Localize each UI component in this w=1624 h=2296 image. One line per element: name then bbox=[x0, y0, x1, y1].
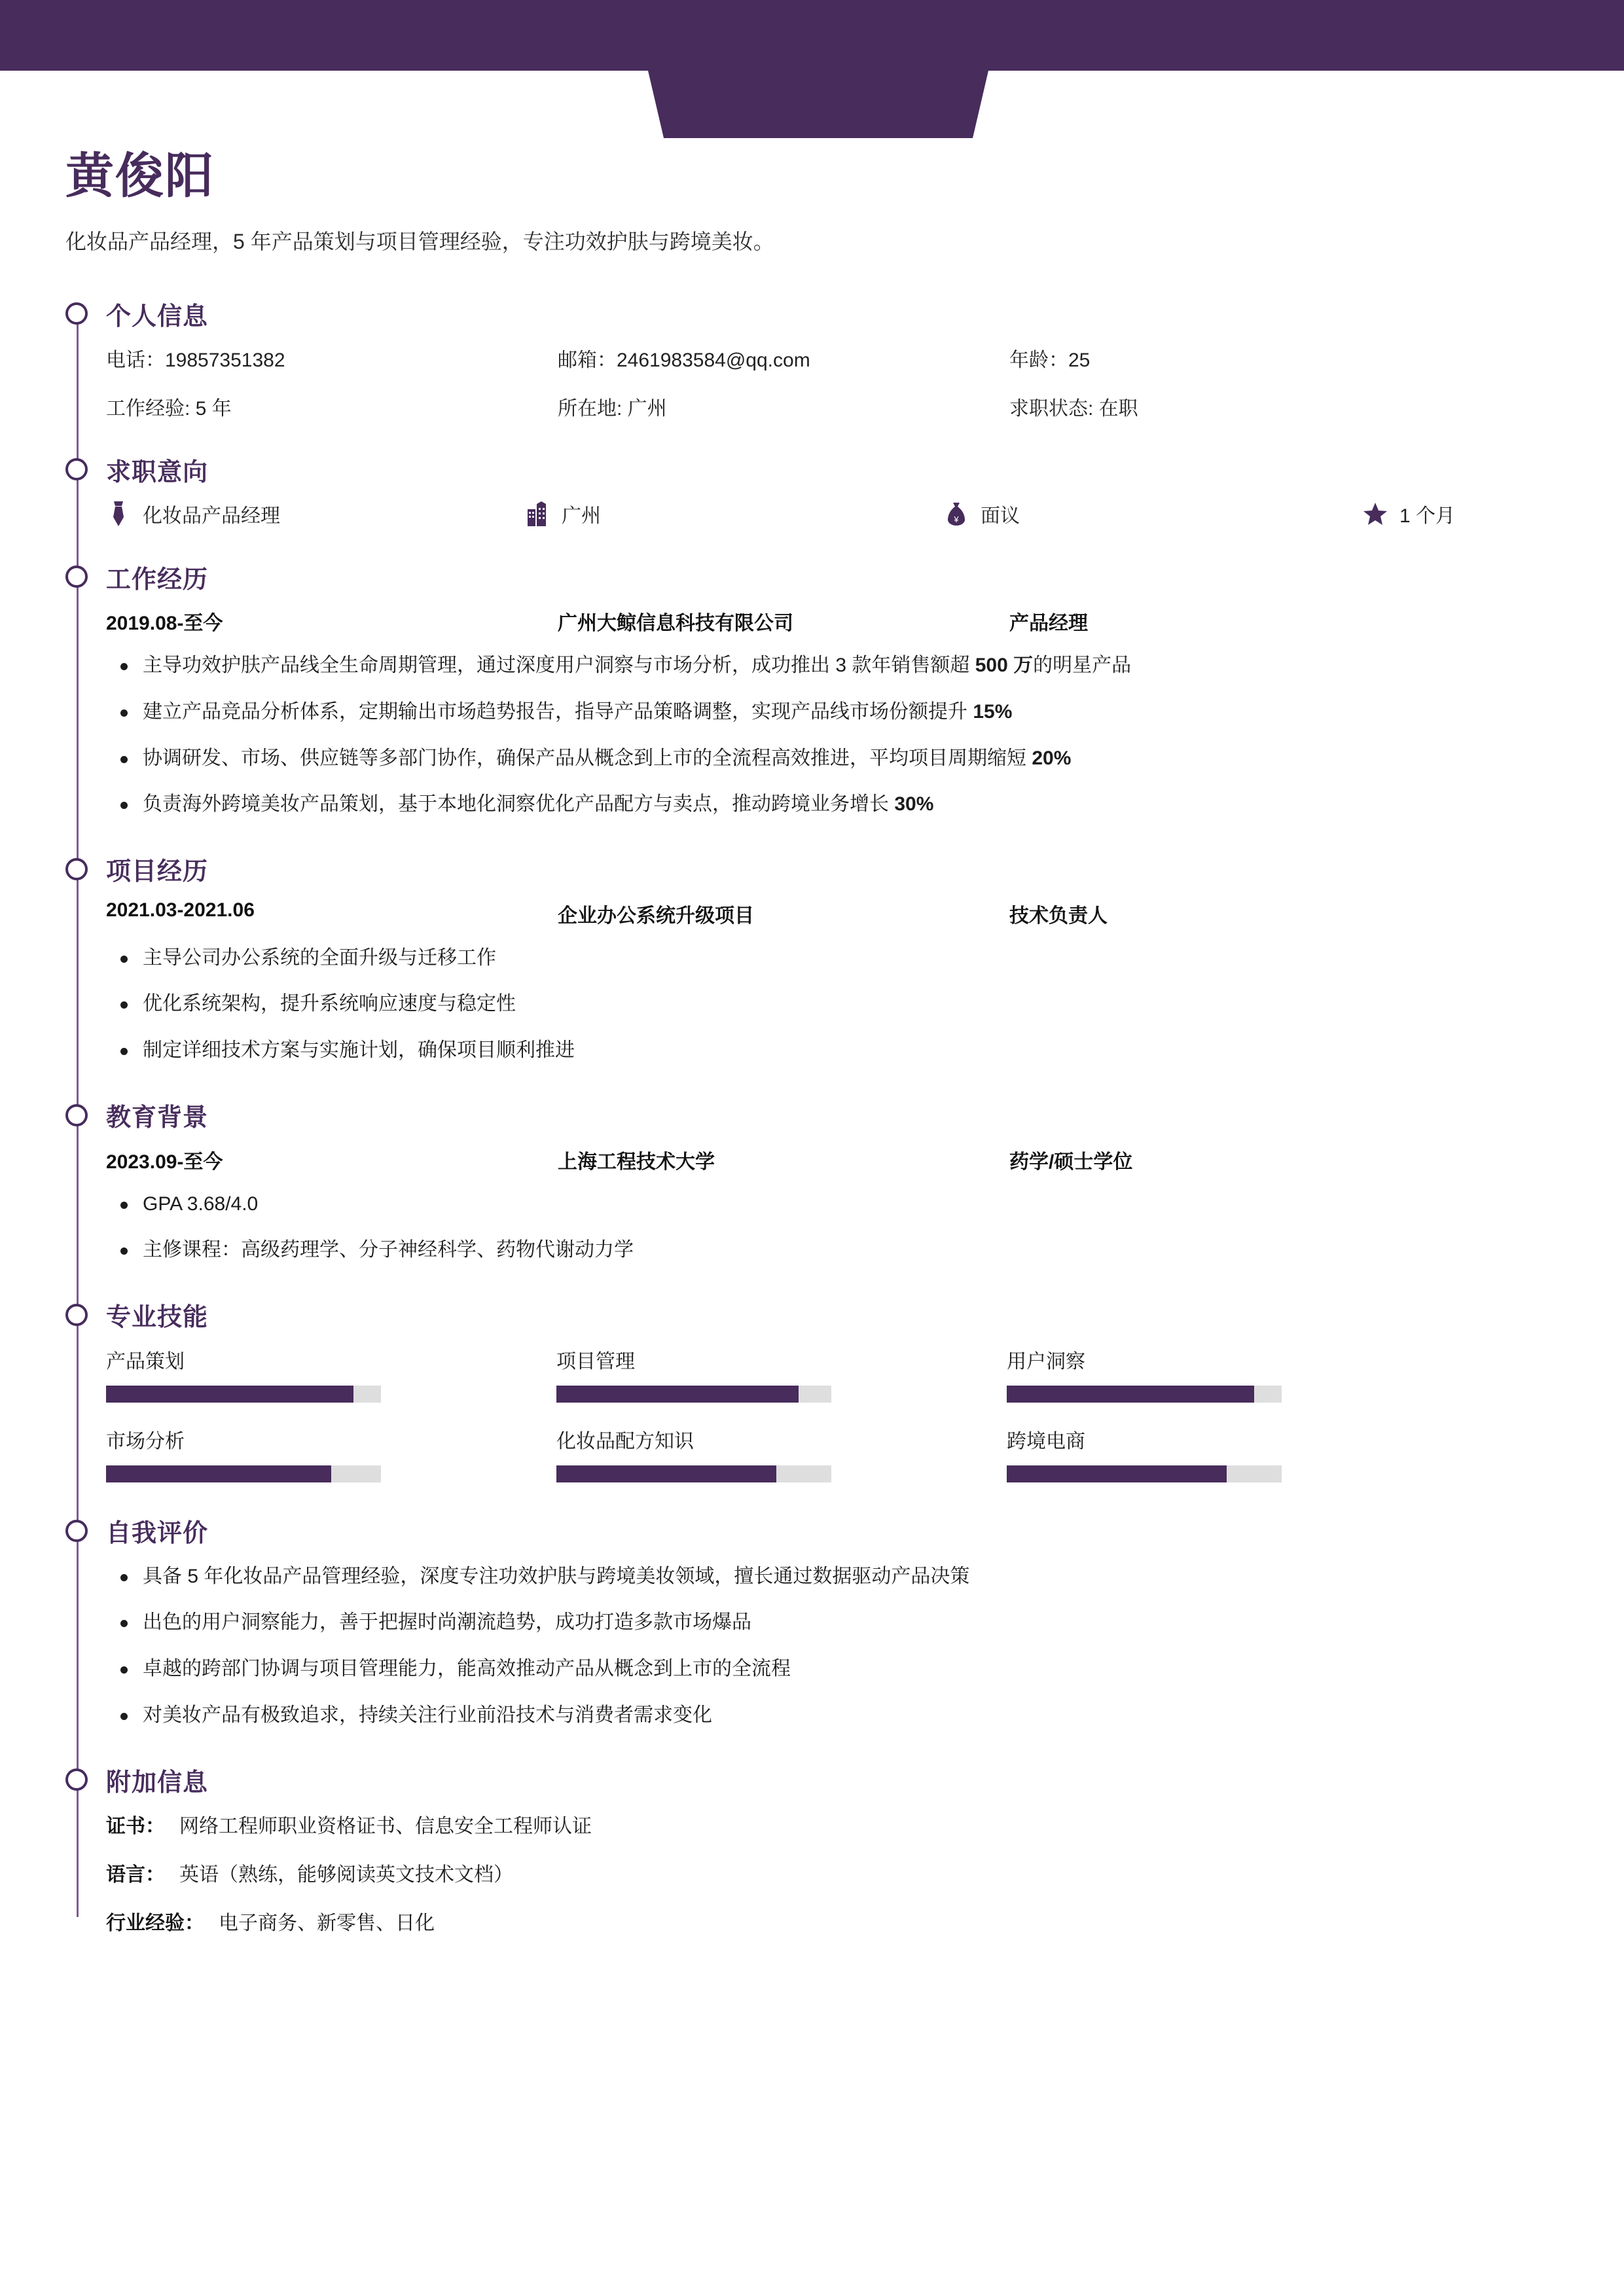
section-header bbox=[106, 295, 1624, 332]
skill-progress-track bbox=[106, 1465, 381, 1482]
project-period: 2021.03-2021.06 bbox=[106, 899, 255, 921]
money-bag-icon bbox=[944, 501, 969, 526]
skills-grid bbox=[106, 1345, 1624, 1482]
project-name: 企业办公系统升级项目 bbox=[558, 905, 754, 927]
necktie-icon bbox=[106, 501, 131, 526]
education-period: 2023.09-至今 bbox=[106, 1151, 223, 1173]
bullet-text: GPA 3.68/4.0 bbox=[143, 1193, 259, 1215]
skill-progress-fill bbox=[106, 1386, 353, 1403]
star-icon bbox=[1363, 501, 1388, 526]
bullet-highlight: 30% bbox=[894, 793, 934, 816]
work-period: 2019.08-至今 bbox=[106, 613, 223, 635]
section-skills bbox=[65, 1297, 1624, 1482]
project-role: 技术负责人 bbox=[1009, 905, 1108, 927]
info-experience: 工作经验: 5 年 bbox=[106, 398, 232, 420]
section-body bbox=[106, 1145, 1624, 1266]
skill-name: 产品策划 bbox=[106, 1350, 185, 1372]
section-education bbox=[65, 1097, 1624, 1266]
section-body bbox=[106, 344, 1624, 421]
timeline-dot-icon bbox=[65, 1520, 88, 1542]
intent-position bbox=[106, 499, 525, 528]
skill-name: 跨境电商 bbox=[1007, 1430, 1085, 1452]
additional-info-value: 电子商务、新零售、日化 bbox=[219, 1912, 435, 1935]
section-body bbox=[106, 1561, 1624, 1731]
project-entry-header bbox=[106, 899, 1624, 928]
bullet-text: 主导公司办公系统的全面升级与迁移工作 bbox=[143, 946, 496, 969]
bottom-spacer bbox=[0, 1935, 1624, 2047]
bullet-item bbox=[106, 942, 1468, 975]
skill-progress-fill bbox=[1007, 1386, 1254, 1403]
section-personal-info bbox=[65, 295, 1624, 421]
bullet-text: 的明星产品 bbox=[1033, 655, 1132, 677]
work-company: 广州大鲸信息科技有限公司 bbox=[558, 613, 793, 635]
skill-name: 化妆品配方知识 bbox=[556, 1430, 694, 1452]
bullet-text: 制定详细技术方案与实施计划，确保项目顺利推进 bbox=[143, 1039, 575, 1061]
timeline-dot-icon bbox=[65, 565, 88, 588]
section-body bbox=[106, 899, 1624, 1067]
intent-salary bbox=[944, 499, 1363, 528]
skill-progress-fill bbox=[1007, 1465, 1227, 1482]
additional-info-row bbox=[106, 1810, 1624, 1839]
intent-city bbox=[525, 499, 944, 528]
skill-progress-fill bbox=[556, 1465, 776, 1482]
section-project-experience bbox=[65, 851, 1624, 1067]
section-job-intention bbox=[65, 451, 1624, 528]
header-band bbox=[0, 0, 1624, 71]
bullet-text: 出色的用户洞察能力，善于把握时尚潮流趋势，成功打造多款市场爆品 bbox=[143, 1611, 751, 1634]
section-header bbox=[106, 1761, 1624, 1798]
intent-position-label: 化妆品产品经理 bbox=[143, 505, 280, 528]
info-status: 求职状态: 在职 bbox=[1009, 398, 1138, 420]
info-age: 年龄：25 bbox=[1009, 350, 1091, 372]
section-header bbox=[106, 1097, 1624, 1134]
additional-info-row bbox=[106, 1858, 1624, 1887]
info-phone: 电话：19857351382 bbox=[106, 350, 285, 372]
section-header bbox=[106, 558, 1624, 595]
svg-text:¥: ¥ bbox=[954, 514, 959, 525]
intent-salary-label: 面议 bbox=[981, 505, 1020, 528]
additional-info-label: 证书： bbox=[106, 1816, 165, 1838]
skill-item bbox=[1007, 1345, 1282, 1403]
timeline-dot-icon bbox=[65, 458, 88, 480]
bullet-item bbox=[106, 1607, 1468, 1639]
education-school: 上海工程技术大学 bbox=[558, 1151, 715, 1173]
section-self-evaluation bbox=[65, 1513, 1624, 1731]
bullet-text: 主修课程：高级药理学、分子神经科学、药物代谢动力学 bbox=[143, 1239, 634, 1261]
skill-progress-track bbox=[556, 1386, 831, 1403]
section-title: 专业技能 bbox=[106, 1304, 209, 1332]
section-body bbox=[106, 499, 1624, 528]
bullet-text: 具备 5 年化妆品产品管理经验，深度专注功效护肤与跨境美妆领域，擅长通过数据驱动产品决策 bbox=[143, 1565, 970, 1587]
timeline-dot-icon bbox=[65, 858, 88, 880]
skill-item bbox=[556, 1345, 831, 1403]
intent-city-label: 广州 bbox=[562, 505, 601, 528]
section-title: 自我评价 bbox=[106, 1520, 209, 1548]
timeline-dot-icon bbox=[65, 302, 88, 325]
section-title: 工作经历 bbox=[106, 565, 209, 594]
bullet-item bbox=[106, 743, 1468, 775]
timeline-dot-icon bbox=[65, 1768, 88, 1791]
additional-info-label: 语言： bbox=[106, 1864, 165, 1886]
section-header bbox=[106, 851, 1624, 888]
timeline-dot-icon bbox=[65, 1304, 88, 1326]
skill-progress-track bbox=[556, 1465, 831, 1482]
skill-progress-fill bbox=[556, 1386, 799, 1403]
section-title: 求职意向 bbox=[106, 458, 209, 486]
bullet-text: 主导功效护肤产品线全生命周期管理，通过深度用户洞察与市场分析，成功推出 3 款年销售额超 bbox=[143, 655, 975, 677]
skill-progress-track bbox=[1007, 1386, 1282, 1403]
section-title: 个人信息 bbox=[106, 302, 209, 331]
skill-item bbox=[556, 1425, 831, 1482]
education-degree: 药学/硕士学位 bbox=[1009, 1151, 1133, 1173]
work-role: 产品经理 bbox=[1009, 613, 1088, 635]
section-header bbox=[106, 1297, 1624, 1333]
skill-item bbox=[1007, 1425, 1282, 1482]
skill-name: 市场分析 bbox=[106, 1430, 185, 1452]
skill-item bbox=[106, 1425, 381, 1482]
info-email: 邮箱：2461983584@qq.com bbox=[558, 350, 810, 372]
skill-item bbox=[106, 1345, 381, 1403]
candidate-tagline: 化妆品产品经理，5 年产品策划与项目管理经验，专注功效护肤与跨境美妆。 bbox=[65, 230, 774, 254]
bullet-highlight: 15% bbox=[973, 700, 1013, 723]
intent-availability-label: 1 个月 bbox=[1399, 505, 1456, 528]
intent-availability bbox=[1363, 499, 1624, 528]
section-work-experience bbox=[65, 558, 1624, 820]
personal-info-grid bbox=[106, 344, 1624, 421]
bullet-item bbox=[106, 1653, 1468, 1685]
project-bullet-list bbox=[106, 942, 1624, 1067]
section-additional-info bbox=[65, 1761, 1624, 1935]
bullet-item bbox=[106, 1234, 1468, 1266]
section-header bbox=[106, 451, 1624, 488]
bullet-text: 优化系统架构，提升系统响应速度与稳定性 bbox=[143, 993, 516, 1015]
education-entry-header bbox=[106, 1145, 1624, 1174]
work-bullet-list bbox=[106, 650, 1624, 820]
additional-info-value: 英语（熟练，能够阅读英文技术文档） bbox=[179, 1864, 513, 1886]
bullet-item bbox=[106, 1035, 1468, 1067]
bullet-item bbox=[106, 988, 1468, 1020]
bullet-item bbox=[106, 1189, 1468, 1221]
building-icon bbox=[525, 501, 550, 526]
section-body bbox=[106, 607, 1624, 820]
info-location: 所在地: 广州 bbox=[558, 398, 667, 420]
bullet-item bbox=[106, 1561, 1468, 1593]
work-entry-header bbox=[106, 607, 1624, 636]
skill-progress-track bbox=[1007, 1465, 1282, 1482]
bullet-text: 对美妆产品有极致追求，持续关注行业前沿技术与消费者需求变化 bbox=[143, 1704, 712, 1726]
bullet-text: 负责海外跨境美妆产品策划，基于本地化洞察优化产品配方与卖点，推动跨境业务增长 bbox=[143, 793, 895, 816]
bullet-text: 建立产品竞品分析体系，定期输出市场趋势报告，指导产品策略调整，实现产品线市场份额提升 bbox=[143, 700, 973, 723]
bullet-item bbox=[106, 650, 1468, 682]
bullet-item bbox=[106, 1700, 1468, 1732]
skill-name: 用户洞察 bbox=[1007, 1350, 1085, 1372]
skill-progress-track bbox=[106, 1386, 381, 1403]
bullet-highlight: 500 万 bbox=[975, 655, 1034, 677]
bullet-item bbox=[106, 696, 1468, 728]
self-evaluation-bullet-list bbox=[106, 1561, 1624, 1731]
additional-info-value: 网络工程师职业资格证书、信息安全工程师认证 bbox=[179, 1816, 592, 1838]
section-body bbox=[106, 1345, 1624, 1482]
candidate-name: 黄俊阳 bbox=[65, 149, 215, 203]
section-title: 附加信息 bbox=[106, 1768, 209, 1797]
skill-name: 项目管理 bbox=[556, 1350, 635, 1372]
section-title: 教育背景 bbox=[106, 1104, 209, 1132]
bullet-text: 卓越的跨部门协调与项目管理能力，能高效推动产品从概念到上市的全流程 bbox=[143, 1657, 791, 1679]
section-title: 项目经历 bbox=[106, 858, 209, 886]
additional-info-row bbox=[106, 1907, 1624, 1935]
bullet-item bbox=[106, 789, 1468, 821]
education-bullet-list bbox=[106, 1189, 1624, 1266]
additional-info-label: 行业经验： bbox=[106, 1912, 204, 1935]
bullet-text: 协调研发、市场、供应链等多部门协作，确保产品从概念到上市的全流程高效推进，平均项目周期缩短 bbox=[143, 747, 1032, 769]
section-body bbox=[106, 1810, 1624, 1935]
timeline-dot-icon bbox=[65, 1104, 88, 1126]
header-tab-shape bbox=[648, 71, 988, 138]
additional-info-rows bbox=[106, 1810, 1624, 1935]
skill-progress-fill bbox=[106, 1465, 331, 1482]
timeline bbox=[0, 295, 1624, 1935]
bullet-highlight: 20% bbox=[1032, 747, 1072, 769]
job-intention-row bbox=[106, 499, 1624, 528]
section-header bbox=[106, 1513, 1624, 1549]
